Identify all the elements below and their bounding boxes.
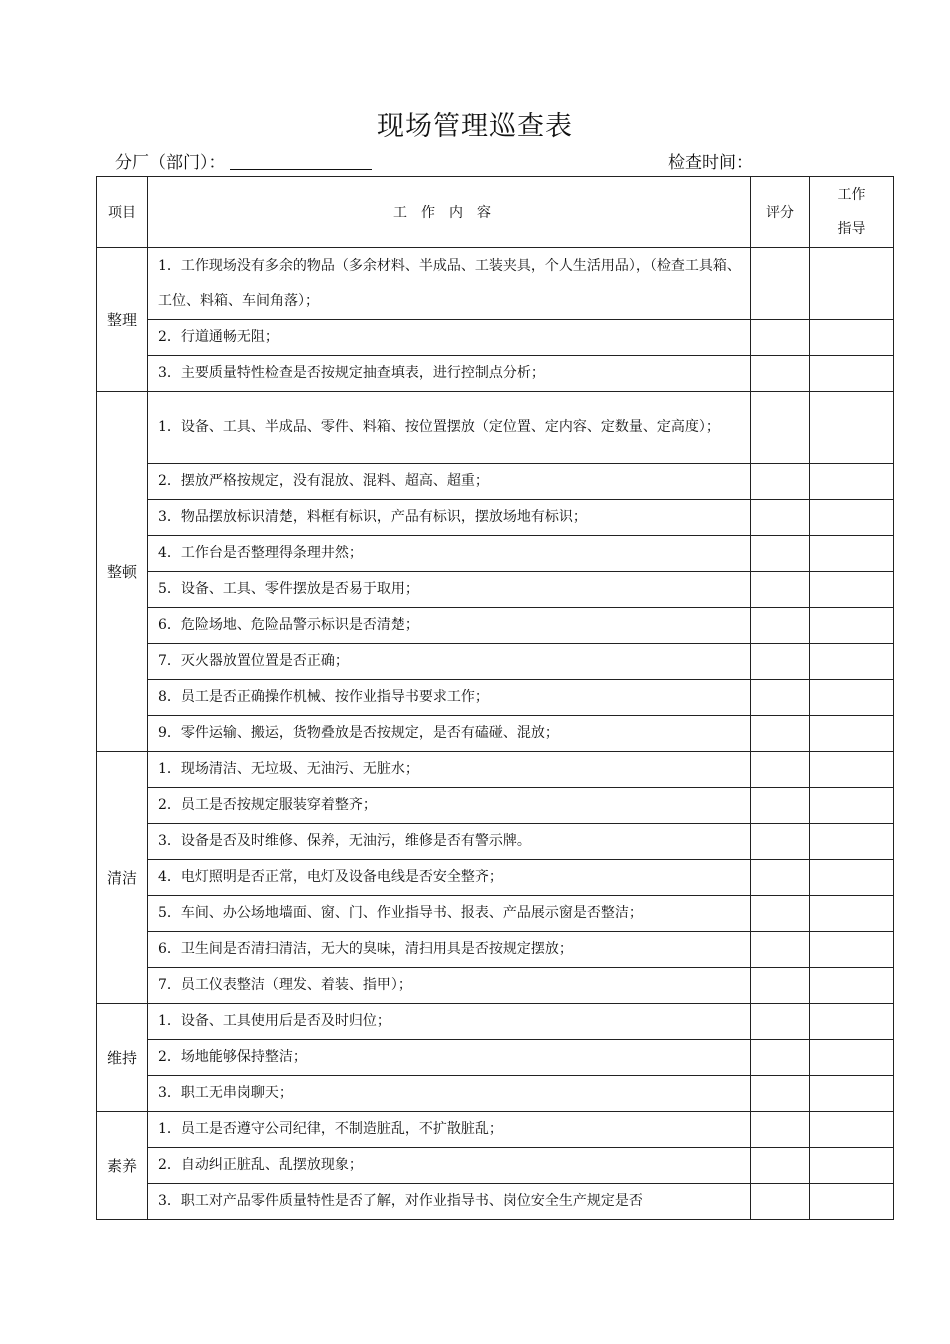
table-row xyxy=(97,572,894,608)
section-name: 维持 xyxy=(97,1004,148,1112)
department-blank-line[interactable] xyxy=(230,153,372,170)
score-cell[interactable] xyxy=(751,464,810,500)
score-cell[interactable] xyxy=(751,932,810,968)
guidance-cell[interactable] xyxy=(810,680,894,716)
score-cell[interactable] xyxy=(751,824,810,860)
score-cell[interactable] xyxy=(751,1076,810,1112)
score-cell[interactable] xyxy=(751,572,810,608)
check-item: 1．员工是否遵守公司纪律，不制造脏乱，不扩散脏乱； xyxy=(148,1112,751,1148)
score-cell[interactable] xyxy=(751,1148,810,1184)
guidance-cell[interactable] xyxy=(810,1184,894,1220)
guidance-cell[interactable] xyxy=(810,788,894,824)
check-item: 9．零件运输、搬运，货物叠放是否按规定，是否有磕碰、混放； xyxy=(148,716,751,752)
header-guide xyxy=(810,177,894,248)
table-row xyxy=(97,392,894,464)
header-score: 评分 xyxy=(751,177,810,248)
guidance-cell[interactable] xyxy=(810,572,894,608)
table-row xyxy=(97,1148,894,1184)
guidance-cell[interactable] xyxy=(810,896,894,932)
guidance-cell[interactable] xyxy=(810,1112,894,1148)
section-name: 整顿 xyxy=(97,392,148,752)
guidance-cell[interactable] xyxy=(810,716,894,752)
guidance-cell[interactable] xyxy=(810,392,894,464)
guidance-cell[interactable] xyxy=(810,752,894,788)
score-cell[interactable] xyxy=(751,1112,810,1148)
guidance-cell[interactable] xyxy=(810,248,894,320)
check-item: 7．灭火器放置位置是否正确； xyxy=(148,644,751,680)
guidance-cell[interactable] xyxy=(810,644,894,680)
table-row xyxy=(97,752,894,788)
section-name: 整理 xyxy=(97,248,148,392)
score-cell[interactable] xyxy=(751,536,810,572)
score-cell[interactable] xyxy=(751,752,810,788)
score-cell[interactable] xyxy=(751,1004,810,1040)
check-item: 3．主要质量特性检查是否按规定抽查填表，进行控制点分析； xyxy=(148,356,751,392)
score-cell[interactable] xyxy=(751,1184,810,1220)
score-cell[interactable] xyxy=(751,644,810,680)
check-item: 1．设备、工具、半成品、零件、料箱、按位置摆放（定位置、定内容、定数量、定高度）； xyxy=(148,392,751,464)
table-row xyxy=(97,860,894,896)
table-row xyxy=(97,968,894,1004)
score-cell[interactable] xyxy=(751,392,810,464)
header-guide-line1: 工作 xyxy=(837,187,866,203)
check-item: 2．摆放严格按规定，没有混放、混料、超高、超重； xyxy=(148,464,751,500)
guidance-cell[interactable] xyxy=(810,464,894,500)
check-item: 3．设备是否及时维修、保养，无油污，维修是否有警示牌。 xyxy=(148,824,751,860)
header-item: 项目 xyxy=(97,177,148,248)
table-row xyxy=(97,1112,894,1148)
check-item: 1．现场清洁、无垃圾、无油污、无脏水； xyxy=(148,752,751,788)
check-item: 6．卫生间是否清扫清洁，无大的臭味，清扫用具是否按规定摆放； xyxy=(148,932,751,968)
score-cell[interactable] xyxy=(751,320,810,356)
check-item: 2．员工是否按规定服装穿着整齐； xyxy=(148,788,751,824)
table-row xyxy=(97,1184,894,1220)
score-cell[interactable] xyxy=(751,896,810,932)
table-row xyxy=(97,248,894,320)
table-row xyxy=(97,536,894,572)
score-cell[interactable] xyxy=(751,248,810,320)
score-cell[interactable] xyxy=(751,608,810,644)
table-row xyxy=(97,1040,894,1076)
section-name: 素养 xyxy=(97,1112,148,1220)
score-cell[interactable] xyxy=(751,716,810,752)
header-content: 工作内容 xyxy=(148,177,751,248)
guidance-cell[interactable] xyxy=(810,320,894,356)
check-item: 1．设备、工具使用后是否及时归位； xyxy=(148,1004,751,1040)
header-guide-line2: 指导 xyxy=(837,221,866,237)
score-cell[interactable] xyxy=(751,680,810,716)
score-cell[interactable] xyxy=(751,1040,810,1076)
guidance-cell[interactable] xyxy=(810,536,894,572)
check-item: 3．物品摆放标识清楚，料框有标识，产品有标识，摆放场地有标识； xyxy=(148,500,751,536)
inspection-table xyxy=(96,176,894,1220)
department-field xyxy=(115,148,372,173)
score-cell[interactable] xyxy=(751,788,810,824)
check-item: 3．职工无串岗聊天； xyxy=(148,1076,751,1112)
table-row xyxy=(97,356,894,392)
check-item: 8．员工是否正确操作机械、按作业指导书要求工作； xyxy=(148,680,751,716)
guidance-cell[interactable] xyxy=(810,1076,894,1112)
table-row xyxy=(97,500,894,536)
table-row xyxy=(97,608,894,644)
inspection-table-body xyxy=(97,248,894,1220)
guidance-cell[interactable] xyxy=(810,1004,894,1040)
table-row xyxy=(97,896,894,932)
table-row xyxy=(97,716,894,752)
check-item: 2．行道通畅无阻； xyxy=(148,320,751,356)
table-row xyxy=(97,824,894,860)
table-row xyxy=(97,1004,894,1040)
guidance-cell[interactable] xyxy=(810,356,894,392)
guidance-cell[interactable] xyxy=(810,968,894,1004)
guidance-cell[interactable] xyxy=(810,932,894,968)
score-cell[interactable] xyxy=(751,860,810,896)
check-item: 6．危险场地、危险品警示标识是否清楚； xyxy=(148,608,751,644)
inspection-time-label: 检查时间： xyxy=(668,153,753,173)
guidance-cell[interactable] xyxy=(810,860,894,896)
check-item: 1．工作现场没有多余的物品（多余材料、半成品、工装夹具，个人生活用品），（检查工具箱、工位、料箱、车间角落）； xyxy=(148,248,751,320)
guidance-cell[interactable] xyxy=(810,500,894,536)
section-name: 清洁 xyxy=(97,752,148,1004)
table-row xyxy=(97,680,894,716)
table-row xyxy=(97,464,894,500)
check-item: 2．自动纠正脏乱、乱摆放现象； xyxy=(148,1148,751,1184)
table-row xyxy=(97,644,894,680)
check-item: 2．场地能够保持整洁； xyxy=(148,1040,751,1076)
check-item: 5．设备、工具、零件摆放是否易于取用； xyxy=(148,572,751,608)
guidance-cell[interactable] xyxy=(810,1148,894,1184)
department-label: 分厂（部门）： xyxy=(115,153,226,173)
guidance-cell[interactable] xyxy=(810,1040,894,1076)
check-item: 3．职工对产品零件质量特性是否了解，对作业指导书、岗位安全生产规定是否 xyxy=(148,1184,751,1220)
table-row xyxy=(97,788,894,824)
page-title: 现场管理巡查表 xyxy=(377,111,573,142)
score-cell[interactable] xyxy=(751,968,810,1004)
score-cell[interactable] xyxy=(751,500,810,536)
table-row xyxy=(97,932,894,968)
table-row xyxy=(97,1076,894,1112)
score-cell[interactable] xyxy=(751,356,810,392)
check-item: 5．车间、办公场地墙面、窗、门、作业指导书、报表、产品展示窗是否整洁； xyxy=(148,896,751,932)
check-item: 4．工作台是否整理得条理井然； xyxy=(148,536,751,572)
guidance-cell[interactable] xyxy=(810,608,894,644)
check-item: 4．电灯照明是否正常，电灯及设备电线是否安全整齐； xyxy=(148,860,751,896)
check-item: 7．员工仪表整洁（理发、着装、指甲）； xyxy=(148,968,751,1004)
table-row xyxy=(97,320,894,356)
guidance-cell[interactable] xyxy=(810,824,894,860)
